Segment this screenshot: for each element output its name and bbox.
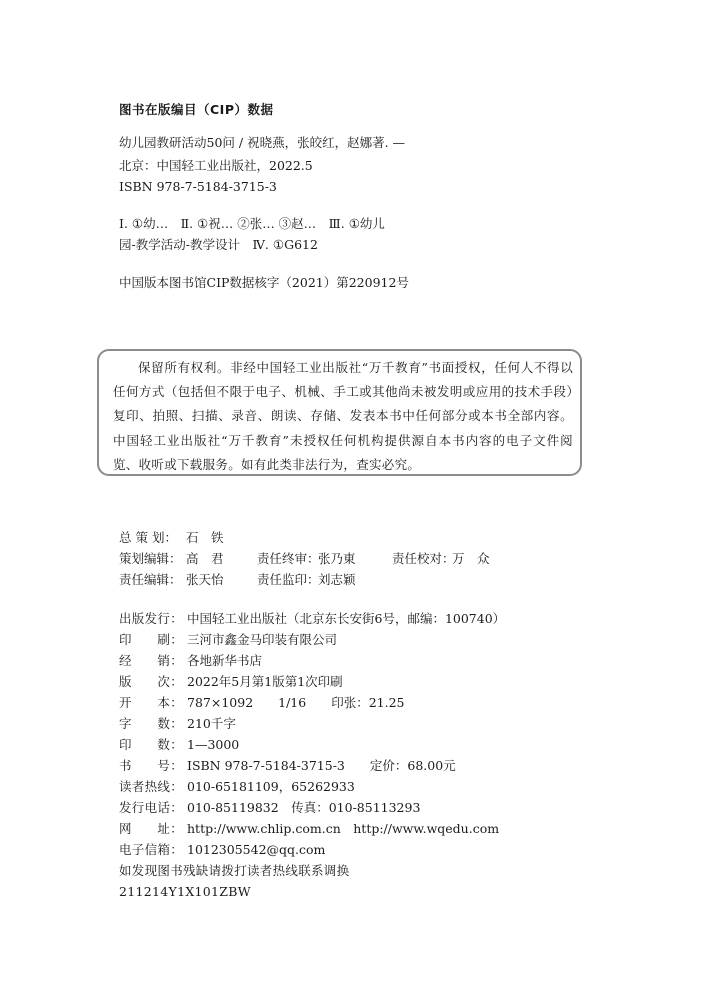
proofread-label: 责任校对： [392,551,455,566]
pub-label-format: 开 本： [119,695,184,710]
pub-label-sales-phone: 发行电话： [119,800,184,815]
pub-value-website: http://www.chlip.com.cn http://www.wqedu.com [187,821,500,836]
cip-isbn: ISBN 978-7-5184-3715-3 [119,179,277,194]
pub-value-reader-hotline: 010-65181109，65262933 [187,779,355,794]
pub-value-edition: 2022年5月第1版第1次印刷 [187,674,343,689]
pub-value-distributor: 各地新华书店 [187,653,263,668]
pub-label-edition: 版 次： [119,674,184,689]
cip-core-number: 中国版本图书馆CIP数据核字（2021）第220912号 [119,275,409,290]
pub-label-publisher: 出版发行： [119,611,184,626]
pub-label-book-number: 书 号： [119,758,184,773]
replacement-notice: 如发现图书残缺请拨打读者热线联系调换 [119,863,350,878]
pub-value-email: 1012305542@qq.com [187,842,326,857]
cip-classification-line-2: 园-教学活动-教学设计 Ⅳ. ①G612 [119,237,318,252]
pub-label-website: 网 址： [119,821,184,836]
pub-label-word-count: 字 数： [119,716,184,731]
pub-value-sales-phone: 010-85119832 传真：010-85113293 [187,800,421,815]
cip-title-line: 幼儿园教研活动50问 / 祝晓燕，张皎红，赵娜著. — [119,135,406,150]
planner-value: 石 铁 [186,530,224,545]
rights-notice-text: 保留所有权利。非经中国轻工业出版社“万千教育”书面授权，任何人不得以任何方式（包括但不限于电子、机械、手工或其他尚未被发明或应用的技术手段）复印、拍照、扫描、录音、朗读、存储、发表本书中任何部分或本书全部内容。中国轻工业出版社“万千教育”未授权任何机构提供源自本书内容的电子文件阅览、收听或下载服务。如有此类非法行为，查实必究。 [113,360,573,472]
pub-label-reader-hotline: 读者热线： [119,779,184,794]
pub-value-word-count: 210千字 [187,716,236,731]
print-supervisor-label: 责任监印： [257,572,320,587]
duty-editor-label: 责任编辑： [119,572,182,587]
print-code: 211214Y1X101ZBW [119,884,251,899]
duty-editor-value: 张天怡 [186,572,224,587]
pub-value-print-run: 1—3000 [187,737,240,752]
editor-value: 高 君 [186,551,224,566]
final-review-label: 责任终审： [257,551,320,566]
cip-heading: 图书在版编目（CIP）数据 [119,102,274,117]
pub-label-print-run: 印 数： [119,737,184,752]
pub-label-printer: 印 刷： [119,632,184,647]
final-review-value: 张乃東 [318,551,356,566]
pub-label-email: 电子信箱： [119,842,184,857]
pub-value-book-number: ISBN 978-7-5184-3715-3 定价：68.00元 [187,758,456,773]
print-supervisor-value: 刘志颖 [318,572,356,587]
planner-label: 总 策 划： [119,530,177,545]
pub-value-publisher: 中国轻工业出版社（北京东长安街6号，邮编：100740） [187,611,506,626]
proofread-value: 万 众 [452,551,490,566]
pub-label-distributor: 经 销： [119,653,184,668]
editor-label: 策划编辑： [119,551,182,566]
pub-value-format: 787×1092 1/16 印张：21.25 [187,695,405,710]
cip-publisher-line: 北京：中国轻工业出版社，2022.5 [119,158,313,173]
cip-classification-line-1: Ⅰ. ①幼… Ⅱ. ①祝… ②张… ③赵… Ⅲ. ①幼儿 [119,216,385,231]
pub-value-printer: 三河市鑫金马印装有限公司 [187,632,338,647]
